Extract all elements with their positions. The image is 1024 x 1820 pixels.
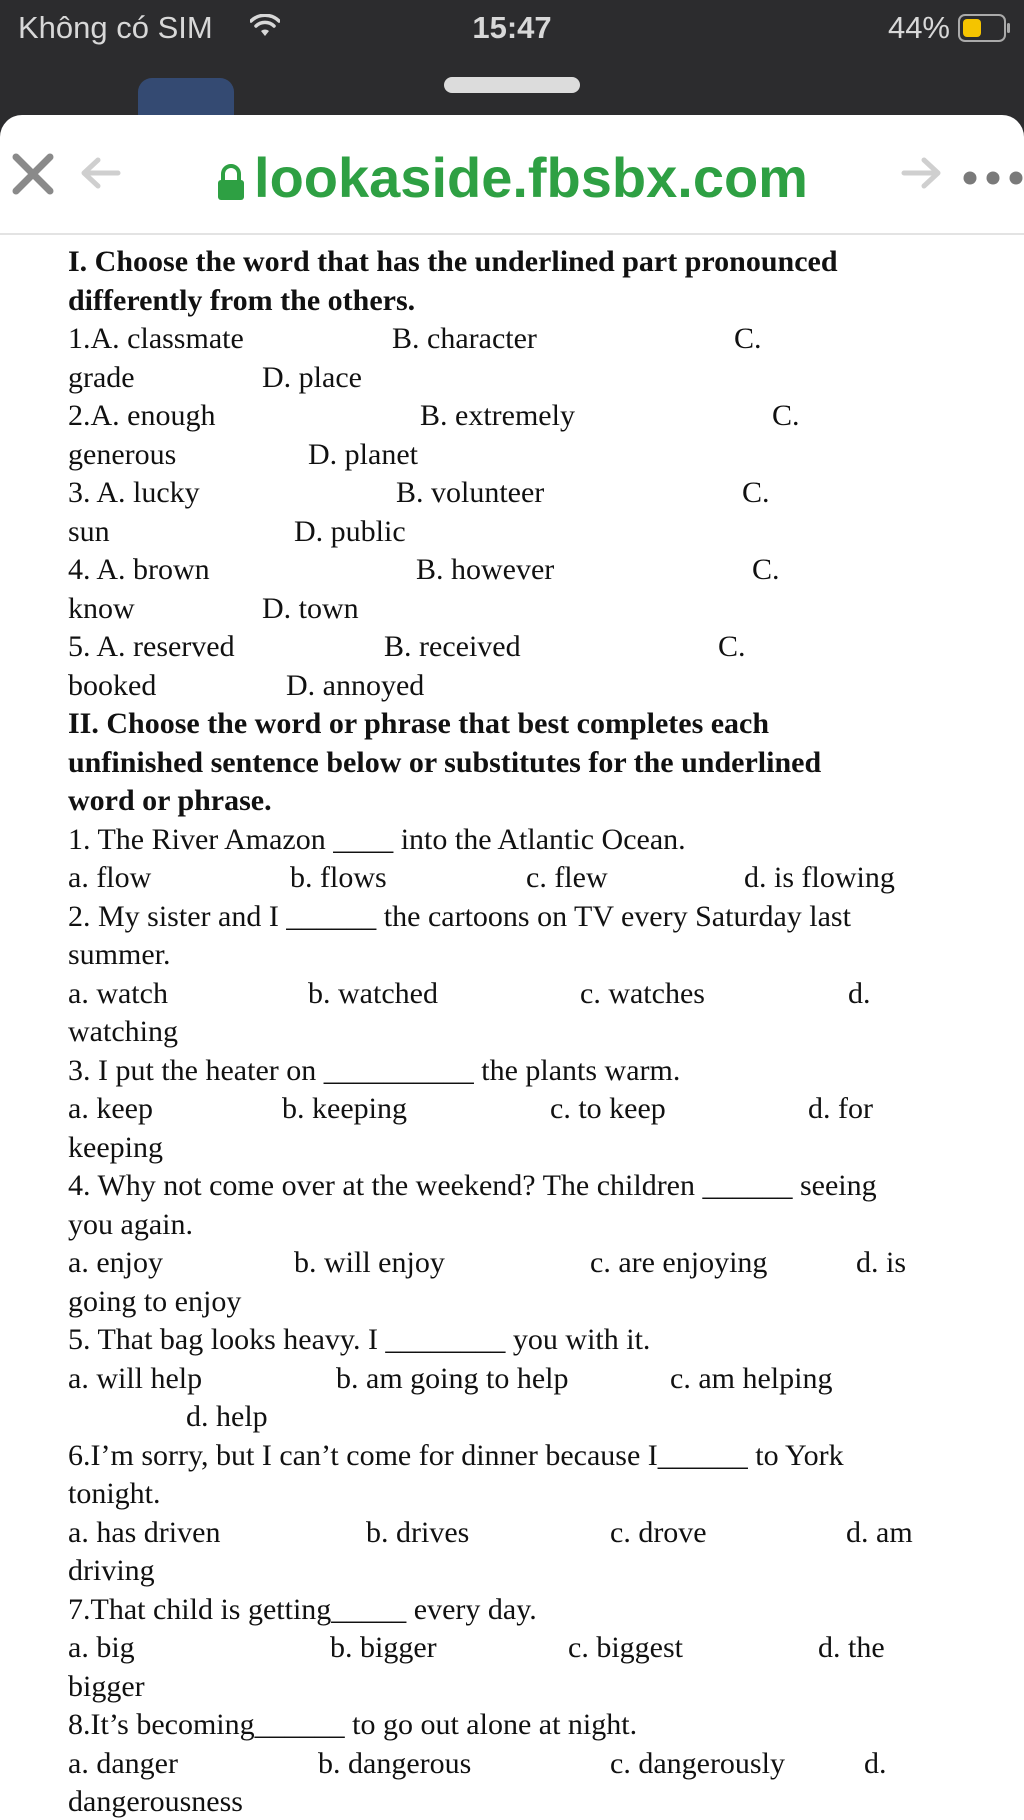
option-line: a. flow b. flows c. flew d. is flowing	[68, 861, 895, 894]
url-bar	[0, 115, 1024, 235]
question-line: 8.It’s becoming______ to go out alone at night.	[68, 1708, 638, 1741]
battery-icon	[958, 14, 1006, 42]
browser-sheet	[0, 115, 1024, 1820]
question-line: 3. I put the heater on __________ the plants warm.	[68, 1053, 681, 1087]
lock-icon	[216, 150, 246, 215]
section-heading: unfinished sentence below or substitutes for the underlined	[68, 745, 822, 779]
status-bar	[0, 0, 1024, 60]
carrier-label: Không có SIM	[18, 10, 213, 45]
option-line: dangerousness	[68, 1785, 243, 1818]
option-line: a. will help b. am going to help c. am helping	[68, 1361, 833, 1395]
question-line: 4. A. brown B. however C.	[68, 553, 780, 586]
question-line: booked D. annoyed	[68, 668, 425, 702]
section-heading: I. Choose the word that has the underlined part pronounced	[68, 245, 838, 278]
clock: 15:47	[472, 10, 552, 45]
option-line: a. keep b. keeping c. to keep d. for	[68, 1092, 873, 1125]
option-line: bigger	[68, 1669, 145, 1703]
option-line: d. help	[186, 1400, 268, 1433]
battery-percent: 44%	[887, 10, 950, 45]
more-options-icon[interactable]	[962, 170, 1024, 191]
section-heading: word or phrase.	[68, 784, 272, 817]
question-line: generous D. planet	[68, 437, 418, 471]
option-line: a. has driven b. drives c. drove d. am	[68, 1515, 913, 1549]
question-line: 3. A. lucky B. volunteer C.	[68, 476, 770, 509]
option-line: keeping	[68, 1130, 163, 1164]
url-domain[interactable]	[0, 145, 1024, 215]
option-line: a. big b. bigger c. biggest d. the	[68, 1631, 885, 1664]
sheet-grabber[interactable]	[444, 77, 580, 93]
option-line: a. enjoy b. will enjoy c. are enjoying d. is	[68, 1246, 907, 1279]
document-content	[68, 243, 968, 1820]
question-line: 2.A. enough B. extremely C.	[68, 399, 800, 432]
section-heading: II. Choose the word or phrase that best completes each	[68, 707, 770, 740]
question-line: 5. A. reserved B. received C.	[68, 630, 746, 663]
url-text: lookaside.fbsbx.com	[254, 146, 808, 209]
option-line: a. danger b. dangerous c. dangerously d.	[68, 1746, 887, 1780]
question-line: 5. That bag looks heavy. I ________ you with it.	[68, 1323, 651, 1356]
option-line: driving	[68, 1554, 155, 1587]
question-line: 1. The River Amazon ____ into the Atlantic Ocean.	[68, 822, 686, 856]
question-line: 4. Why not come over at the weekend? The children ______ seeing	[68, 1169, 877, 1202]
question-line: sun D. public	[68, 514, 406, 548]
question-line: summer.	[68, 938, 171, 971]
question-line: grade D. place	[68, 360, 362, 394]
question-line: know D. town	[68, 591, 359, 625]
question-line: tonight.	[68, 1477, 161, 1510]
question-line: 2. My sister and I ______ the cartoons on TV every Saturday last	[68, 899, 851, 933]
option-line: going to enjoy	[68, 1284, 242, 1318]
question-line: you again.	[68, 1207, 193, 1241]
section-heading: differently from the others.	[68, 283, 416, 317]
option-line: watching	[68, 1015, 178, 1048]
question-line: 1.A. classmate B. character C.	[68, 322, 762, 355]
question-line: 7.That child is getting_____ every day.	[68, 1592, 537, 1626]
question-line: 6.I’m sorry, but I can’t come for dinner because I______ to York	[68, 1438, 844, 1472]
option-line: a. watch b. watched c. watches d.	[68, 976, 871, 1010]
forward-arrow-icon[interactable]	[900, 155, 944, 196]
